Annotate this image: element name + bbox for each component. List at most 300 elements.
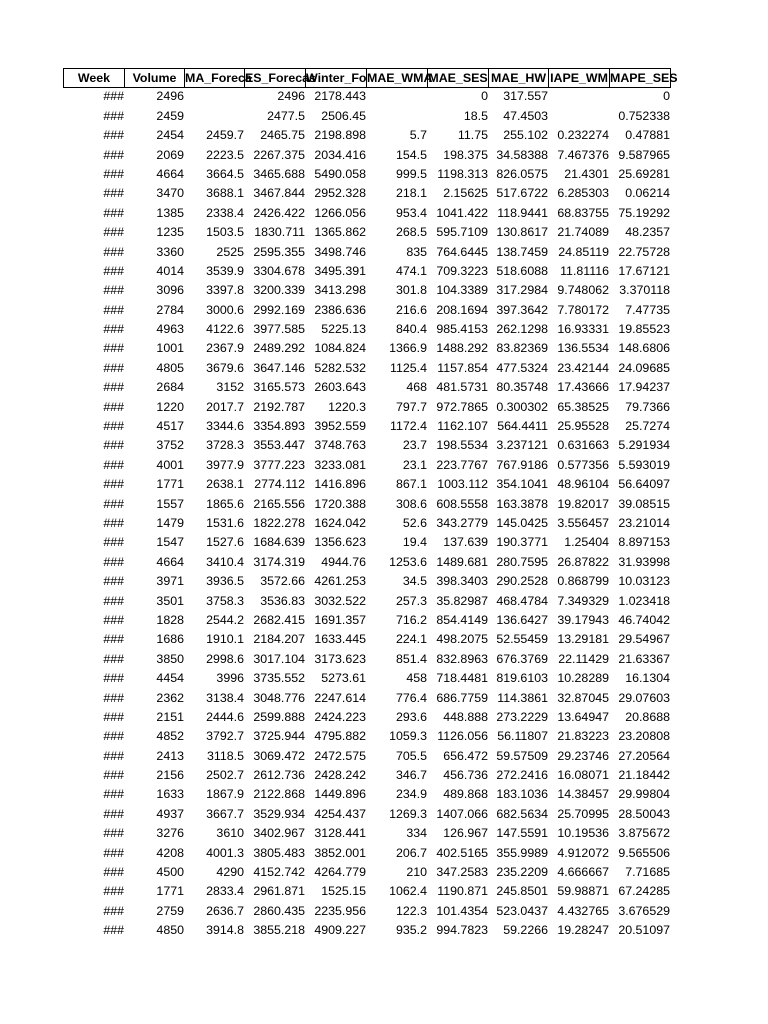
table-cell[interactable]: 4152.742	[253, 865, 305, 880]
table-cell[interactable]: 26.87822	[557, 554, 609, 569]
table-cell[interactable]: 2165.556	[253, 496, 305, 511]
table-cell[interactable]: 3850	[156, 651, 184, 666]
table-cell[interactable]: 1220	[156, 399, 184, 414]
table-cell[interactable]: 48.2357	[625, 225, 670, 240]
table-cell[interactable]: 126.967	[443, 826, 488, 841]
table-cell[interactable]: 1830.711	[254, 225, 305, 240]
table-cell[interactable]: 23.20808	[618, 729, 670, 744]
table-cell[interactable]: 19.4	[402, 535, 427, 550]
table-cell[interactable]: 3128.441	[314, 826, 366, 841]
table-cell[interactable]: 398.3403	[436, 574, 488, 589]
table-cell[interactable]: 1126.056	[437, 729, 488, 744]
table-cell[interactable]: 686.7759	[436, 690, 488, 705]
table-cell[interactable]: ###	[103, 438, 124, 453]
table-cell[interactable]: ###	[103, 360, 124, 375]
table-cell[interactable]: 317.2984	[496, 283, 548, 298]
table-cell[interactable]	[549, 87, 610, 106]
table-cell[interactable]: 2122.868	[253, 787, 305, 802]
table-cell[interactable]: 4208	[156, 845, 184, 860]
table-cell[interactable]: ###	[103, 593, 124, 608]
table-cell[interactable]: 3276	[156, 826, 184, 841]
table-cell[interactable]: 2247.614	[314, 690, 366, 705]
table-cell[interactable]: 2459.7	[206, 128, 244, 143]
table-cell[interactable]: 24.85119	[558, 244, 609, 259]
table-cell[interactable]: 4944.76	[321, 554, 366, 569]
table-cell[interactable]: 1867.9	[206, 787, 244, 802]
table-cell[interactable]: 10.03123	[618, 574, 670, 589]
table-cell[interactable]: 68.83755	[557, 205, 609, 220]
table-cell[interactable]: 2759	[156, 903, 184, 918]
table-cell[interactable]: 2192.787	[253, 399, 305, 414]
table-cell[interactable]: 2184.207	[253, 632, 305, 647]
table-cell[interactable]: 354.1041	[496, 477, 548, 492]
table-cell[interactable]: 3664.5	[206, 166, 244, 181]
table-cell[interactable]: 489.868	[443, 787, 488, 802]
table-cell[interactable]: 481.5731	[436, 380, 488, 395]
table-cell[interactable]: 7.71685	[625, 865, 670, 880]
table-cell[interactable]: 3752	[156, 438, 184, 453]
table-cell[interactable]: 255.102	[503, 128, 548, 143]
table-cell[interactable]: 75.19292	[618, 205, 670, 220]
table-cell[interactable]: 118.9441	[497, 205, 548, 220]
table-cell[interactable]: ###	[103, 729, 124, 744]
table-cell[interactable]: 355.9989	[496, 845, 548, 860]
table-cell[interactable]: 27.20564	[618, 748, 670, 763]
table-cell[interactable]: 4261.253	[314, 574, 366, 589]
table-cell[interactable]: 2017.7	[206, 399, 244, 414]
table-cell[interactable]: 59.57509	[496, 748, 548, 763]
table-cell[interactable]: 1771	[156, 884, 184, 899]
table-cell[interactable]: 3410.4	[206, 554, 244, 569]
table-cell[interactable]: 4.432765	[557, 903, 609, 918]
table-cell[interactable]: ###	[103, 709, 124, 724]
table-cell[interactable]: 1220.3	[328, 399, 366, 414]
table-cell[interactable]: 767.9186	[496, 457, 548, 472]
table-cell[interactable]: 2386.636	[314, 302, 366, 317]
table-cell[interactable]: 2034.416	[314, 147, 366, 162]
table-cell[interactable]: 3610	[216, 826, 244, 841]
table-cell[interactable]: 0.06214	[625, 186, 670, 201]
table-cell[interactable]: 273.2229	[496, 709, 548, 724]
table-cell[interactable]: ###	[103, 496, 124, 511]
table-cell[interactable]: 3498.746	[314, 244, 366, 259]
table-cell[interactable]: 953.4	[395, 205, 427, 220]
table-cell[interactable]: 564.4411	[497, 419, 548, 434]
table-cell[interactable]: 3048.776	[253, 690, 305, 705]
table-cell[interactable]: 34.58388	[496, 147, 548, 162]
table-cell[interactable]: 0.300302	[496, 399, 548, 414]
table-cell[interactable]: 682.5634	[496, 806, 548, 821]
table-cell[interactable]: 3118.5	[207, 748, 244, 763]
table-cell[interactable]: 999.5	[395, 166, 427, 181]
table-cell[interactable]: 2198.898	[314, 128, 366, 143]
table-cell[interactable]: 2156	[156, 768, 184, 783]
table-cell[interactable]: 1624.042	[314, 515, 366, 530]
table-cell[interactable]: 3758.3	[206, 593, 244, 608]
table-cell[interactable]: 257.3	[395, 593, 427, 608]
table-cell[interactable]: 2599.888	[253, 709, 305, 724]
table-cell[interactable]: 1633	[156, 787, 184, 802]
column-header[interactable]: Volume	[125, 68, 185, 88]
table-cell[interactable]: 2428.242	[314, 768, 366, 783]
table-cell[interactable]: 1198.313	[437, 166, 488, 181]
table-cell[interactable]: 2774.112	[254, 477, 305, 492]
table-cell[interactable]: 595.7109	[436, 225, 488, 240]
table-cell[interactable]: 3971	[156, 574, 184, 589]
table-cell[interactable]: 1547	[156, 535, 184, 550]
table-cell[interactable]: 46.74042	[618, 612, 670, 627]
table-cell[interactable]: ###	[103, 574, 124, 589]
table-cell[interactable]: 4122.6	[206, 322, 244, 337]
table-cell[interactable]: ###	[103, 671, 124, 686]
table-cell[interactable]: 234.9	[395, 787, 427, 802]
table-cell[interactable]: 23.7	[402, 438, 427, 453]
table-cell[interactable]: 1041.422	[436, 205, 488, 220]
table-cell[interactable]: 24.09685	[618, 360, 670, 375]
table-cell[interactable]: 3952.559	[314, 419, 366, 434]
table-cell[interactable]: ###	[103, 108, 124, 123]
table-cell[interactable]: 147.5591	[496, 826, 548, 841]
table-cell[interactable]: 224.1	[395, 632, 427, 647]
table-cell[interactable]: 59.98871	[557, 884, 609, 899]
table-cell[interactable]: 3792.7	[206, 729, 244, 744]
table-cell[interactable]: 198.5534	[436, 438, 488, 453]
table-cell[interactable]: 3725.944	[253, 729, 305, 744]
table-cell[interactable]: 5225.13	[321, 322, 366, 337]
table-cell[interactable]: 28.50043	[618, 806, 670, 821]
table-cell[interactable]: 35.82987	[436, 593, 488, 608]
table-cell[interactable]: 1828	[156, 612, 184, 627]
table-cell[interactable]: 851.4	[395, 651, 427, 666]
table-cell[interactable]: 245.8501	[496, 884, 548, 899]
table-cell[interactable]: 7.467376	[557, 147, 609, 162]
table-cell[interactable]: 3996	[216, 671, 244, 686]
table-cell[interactable]: 402.5165	[436, 845, 488, 860]
table-cell[interactable]: 1.25404	[564, 535, 609, 550]
table-cell[interactable]: 29.54967	[618, 632, 670, 647]
table-cell[interactable]: 138.7459	[496, 244, 548, 259]
table-cell[interactable]: 1686	[156, 632, 184, 647]
table-cell[interactable]: 3936.5	[206, 574, 244, 589]
table-cell[interactable]: 3.370118	[619, 283, 670, 298]
table-cell[interactable]: 4014	[156, 263, 184, 278]
table-cell[interactable]: 1865.6	[206, 496, 244, 511]
table-cell[interactable]: 1253.6	[389, 554, 427, 569]
table-cell[interactable]: 280.7595	[496, 554, 548, 569]
table-cell[interactable]: 832.8963	[436, 651, 488, 666]
table-cell[interactable]: 1488.292	[436, 341, 488, 356]
table-cell[interactable]: 16.93331	[557, 322, 609, 337]
table-cell[interactable]	[185, 87, 245, 106]
table-cell[interactable]: 2682.415	[253, 612, 305, 627]
table-cell[interactable]: 4290	[216, 865, 244, 880]
table-cell[interactable]: 13.64947	[557, 709, 609, 724]
table-cell[interactable]: 1125.4	[390, 360, 427, 375]
table-cell[interactable]: 21.83223	[557, 729, 609, 744]
table-cell[interactable]: 290.2528	[496, 574, 548, 589]
table-cell[interactable]: 3647.146	[253, 360, 305, 375]
table-cell[interactable]: ###	[103, 322, 124, 337]
table-cell[interactable]: 867.1	[395, 477, 427, 492]
table-cell[interactable]: 3000.6	[206, 302, 244, 317]
table-cell[interactable]: 2489.292	[253, 341, 305, 356]
table-cell[interactable]: 32.87045	[557, 690, 609, 705]
table-cell[interactable]: 3728.3	[206, 438, 244, 453]
table-cell[interactable]: 65.38525	[557, 399, 609, 414]
table-cell[interactable]: 1003.112	[437, 477, 488, 492]
table-cell[interactable]: 474.1	[395, 263, 427, 278]
table-cell[interactable]: 972.7865	[436, 399, 488, 414]
table-cell[interactable]: 20.51097	[618, 923, 670, 938]
table-cell[interactable]: 4.666667	[557, 865, 609, 880]
table-cell[interactable]: 3069.472	[253, 748, 305, 763]
table-cell[interactable]: 5282.532	[314, 360, 366, 375]
table-cell[interactable]: 262.1298	[496, 322, 548, 337]
table-cell[interactable]: 3748.763	[314, 438, 366, 453]
table-cell[interactable]: 154.5	[395, 147, 427, 162]
table-cell[interactable]: 5490.058	[314, 166, 366, 181]
table-cell[interactable]: 397.3642	[496, 302, 548, 317]
table-cell[interactable]: 2595.355	[253, 244, 305, 259]
table-cell[interactable]	[185, 107, 245, 126]
table-cell[interactable]: 3032.522	[314, 593, 366, 608]
table-cell[interactable]: ###	[103, 923, 124, 938]
table-cell[interactable]: 517.6722	[496, 186, 548, 201]
table-cell[interactable]: 1910.1	[206, 632, 244, 647]
table-cell[interactable]: 145.0425	[496, 515, 548, 530]
table-cell[interactable]: 1059.3	[389, 729, 427, 744]
table-cell[interactable]	[367, 87, 428, 106]
table-cell[interactable]: 819.6103	[496, 671, 548, 686]
table-cell[interactable]: 3233.081	[314, 457, 366, 472]
table-cell[interactable]: ###	[103, 884, 124, 899]
table-cell[interactable]: 1356.623	[314, 535, 366, 550]
table-cell[interactable]: 4001.3	[206, 845, 244, 860]
table-cell[interactable]: 52.55459	[496, 632, 548, 647]
table-cell[interactable]: 1235	[156, 225, 184, 240]
table-cell[interactable]: 2544.2	[206, 612, 244, 627]
table-cell[interactable]: 3679.6	[206, 360, 244, 375]
table-cell[interactable]: 1062.4	[389, 884, 427, 899]
table-cell[interactable]: ###	[103, 748, 124, 763]
table-cell[interactable]: 19.82017	[557, 496, 609, 511]
table-cell[interactable]: 0	[481, 89, 488, 104]
table-cell[interactable]: 3735.552	[253, 671, 305, 686]
table-cell[interactable]: 477.5324	[496, 360, 548, 375]
table-cell[interactable]: 3304.678	[253, 263, 305, 278]
table-cell[interactable]: 101.4354	[436, 903, 488, 918]
table-cell[interactable]: 3354.893	[253, 419, 305, 434]
table-cell[interactable]: 4454	[156, 671, 184, 686]
table-cell[interactable]: ###	[103, 302, 124, 317]
table-cell[interactable]: 2612.736	[253, 768, 305, 783]
table-cell[interactable]: 2860.435	[253, 903, 305, 918]
table-cell[interactable]: 3539.9	[206, 263, 244, 278]
table-cell[interactable]: 2472.575	[314, 748, 366, 763]
table-cell[interactable]: 3360	[156, 244, 184, 259]
table-cell[interactable]: 11.81116	[560, 263, 609, 278]
table-cell[interactable]: 317.557	[503, 89, 548, 104]
table-cell[interactable]: 3977.585	[253, 322, 305, 337]
table-cell[interactable]: ###	[103, 690, 124, 705]
table-cell[interactable]: 7.47735	[625, 302, 670, 317]
table-cell[interactable]: 346.7	[395, 768, 427, 783]
table-cell[interactable]: 656.472	[443, 748, 488, 763]
table-cell[interactable]: 2178.443	[314, 89, 366, 104]
table-cell[interactable]: 2223.5	[206, 147, 244, 162]
table-cell[interactable]: 1531.6	[206, 515, 244, 530]
table-cell[interactable]: 347.2583	[436, 865, 488, 880]
table-cell[interactable]: ###	[103, 768, 124, 783]
table-cell[interactable]: 709.3223	[436, 263, 488, 278]
table-cell[interactable]: ###	[103, 225, 124, 240]
table-cell[interactable]: 3553.447	[253, 438, 305, 453]
table-cell[interactable]: 0.868799	[557, 574, 609, 589]
table-cell[interactable]: 4909.227	[314, 923, 366, 938]
table-cell[interactable]: 7.349329	[557, 593, 609, 608]
table-cell[interactable]: 1822.278	[253, 515, 305, 530]
table-cell[interactable]: 3465.688	[253, 166, 305, 181]
table-cell[interactable]: 17.43666	[557, 380, 609, 395]
table-cell[interactable]: 39.08515	[618, 496, 670, 511]
table-cell[interactable]: 218.1	[395, 186, 427, 201]
table-cell[interactable]: 2992.169	[253, 302, 305, 317]
table-cell[interactable]: 3467.844	[253, 186, 305, 201]
table-cell[interactable]: 29.99804	[618, 787, 670, 802]
table-cell[interactable]: 1720.388	[314, 496, 366, 511]
table-cell[interactable]: 4264.779	[314, 865, 366, 880]
table-cell[interactable]: 2638.1	[206, 477, 244, 492]
table-cell[interactable]: 25.95528	[557, 419, 609, 434]
table-cell[interactable]: 3572.66	[260, 574, 305, 589]
table-cell[interactable]: 1489.681	[436, 554, 488, 569]
table-cell[interactable]: 11.75	[457, 128, 488, 143]
table-cell[interactable]: 2235.956	[314, 903, 366, 918]
table-cell[interactable]: ###	[103, 166, 124, 181]
table-cell[interactable]: 29.23746	[557, 748, 609, 763]
table-cell[interactable]: 136.5534	[557, 341, 609, 356]
table-cell[interactable]: ###	[103, 380, 124, 395]
column-header[interactable]: Winter_Fo	[306, 68, 367, 88]
table-cell[interactable]: 4664	[156, 554, 184, 569]
table-cell[interactable]: 0.577356	[557, 457, 609, 472]
table-cell[interactable]: 148.6806	[618, 341, 670, 356]
table-cell[interactable]: 1503.5	[206, 225, 244, 240]
column-header[interactable]: Week	[63, 68, 125, 88]
table-cell[interactable]: 21.74089	[557, 225, 609, 240]
table-cell[interactable]: 2636.7	[206, 903, 244, 918]
table-cell[interactable]: 21.63367	[618, 651, 670, 666]
table-cell[interactable]: 7.780172	[557, 302, 609, 317]
table-cell[interactable]: 208.1694	[436, 302, 488, 317]
table-cell[interactable]: 20.8688	[625, 709, 670, 724]
table-cell[interactable]: 122.3	[395, 903, 427, 918]
column-header[interactable]: IAPE_WM	[549, 68, 610, 88]
table-cell[interactable]: ###	[103, 806, 124, 821]
table-cell[interactable]: 56.11807	[497, 729, 548, 744]
table-cell[interactable]: 498.2075	[436, 632, 488, 647]
table-cell[interactable]: ###	[103, 787, 124, 802]
column-header[interactable]: MAE_WMA	[367, 68, 428, 88]
table-cell[interactable]: 3977.9	[206, 457, 244, 472]
table-cell[interactable]: 4850	[156, 923, 184, 938]
table-cell[interactable]: 9.748062	[557, 283, 609, 298]
table-cell[interactable]: 3.875672	[618, 826, 670, 841]
table-cell[interactable]: 3688.1	[206, 186, 244, 201]
table-cell[interactable]: 21.4301	[564, 166, 609, 181]
table-cell[interactable]: 4805	[156, 360, 184, 375]
table-cell[interactable]: 130.8617	[496, 225, 548, 240]
table-cell[interactable]: 3529.934	[253, 806, 305, 821]
table-cell[interactable]: ###	[103, 205, 124, 220]
table-cell[interactable]: 293.6	[395, 709, 427, 724]
table-cell[interactable]: ###	[103, 651, 124, 666]
table-cell[interactable]: 2502.7	[206, 768, 244, 783]
table-cell[interactable]: 59.2266	[503, 923, 548, 938]
table-cell[interactable]: ###	[103, 89, 124, 104]
table-cell[interactable]: 206.7	[395, 845, 427, 860]
table-cell[interactable]: 47.4503	[503, 108, 548, 123]
table-cell[interactable]: 4254.437	[314, 806, 366, 821]
table-cell[interactable]: 272.2416	[496, 768, 548, 783]
table-cell[interactable]: 2952.328	[314, 186, 366, 201]
table-cell[interactable]: 0.631663	[557, 438, 609, 453]
table-cell[interactable]: 210	[406, 865, 427, 880]
table-cell[interactable]: 835	[406, 244, 427, 259]
table-cell[interactable]: 21.18442	[618, 768, 670, 783]
table-cell[interactable]: ###	[103, 244, 124, 259]
table-cell[interactable]: 52.6	[402, 515, 427, 530]
table-cell[interactable]: 6.285303	[557, 186, 609, 201]
table-cell[interactable]: 1172.4	[390, 419, 427, 434]
table-cell[interactable]: 2413	[156, 748, 184, 763]
table-cell[interactable]: 2338.4	[206, 205, 244, 220]
table-cell[interactable]: ###	[103, 419, 124, 434]
table-cell[interactable]: 16.08071	[557, 768, 609, 783]
table-cell[interactable]: 34.5	[402, 574, 427, 589]
table-cell[interactable]: 2684	[156, 380, 184, 395]
table-cell[interactable]: 4500	[156, 865, 184, 880]
table-cell[interactable]: 523.0437	[496, 903, 548, 918]
table-cell[interactable]: 9.587965	[618, 147, 670, 162]
table-cell[interactable]: ###	[103, 457, 124, 472]
table-cell[interactable]: 19.85523	[618, 322, 670, 337]
table-cell[interactable]: 2444.6	[206, 709, 244, 724]
table-cell[interactable]: 19.28247	[557, 923, 609, 938]
table-cell[interactable]: 22.75728	[618, 244, 670, 259]
table-cell[interactable]: 1557	[156, 496, 184, 511]
table-cell[interactable]: 3402.967	[253, 826, 305, 841]
table-cell[interactable]: 83.82369	[496, 341, 548, 356]
table-cell[interactable]: 3667.7	[206, 806, 244, 821]
table-cell[interactable]: ###	[103, 865, 124, 880]
table-cell[interactable]: 2267.375	[253, 147, 305, 162]
table-cell[interactable]: 1266.056	[314, 205, 366, 220]
table-cell[interactable]: ###	[103, 186, 124, 201]
table-cell[interactable]: 3200.339	[253, 283, 305, 298]
table-cell[interactable]: 17.67121	[618, 263, 670, 278]
table-cell[interactable]: 1366.9	[389, 341, 427, 356]
table-cell[interactable]: 3536.83	[260, 593, 305, 608]
table-cell[interactable]: 0.232274	[557, 128, 609, 143]
table-cell[interactable]: 1162.107	[437, 419, 488, 434]
table-cell[interactable]: 3173.623	[314, 651, 366, 666]
table-cell[interactable]: 5.291934	[618, 438, 670, 453]
table-cell[interactable]: 0	[663, 89, 670, 104]
table-cell[interactable]: 1684.639	[253, 535, 305, 550]
table-cell[interactable]: 3805.483	[253, 845, 305, 860]
table-cell[interactable]: 16.1304	[625, 671, 670, 686]
